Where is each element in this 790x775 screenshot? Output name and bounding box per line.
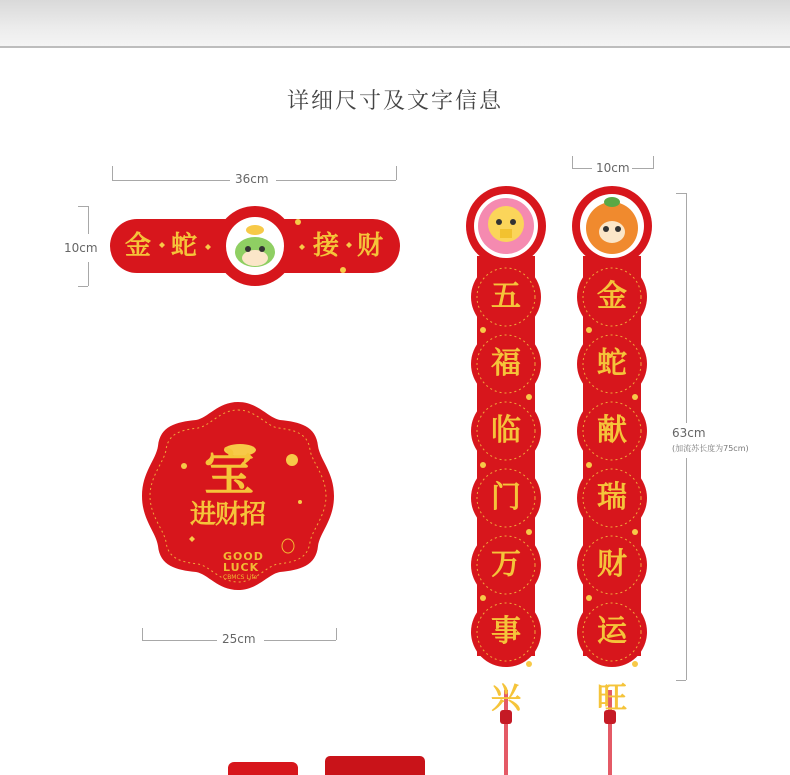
bottom-red-item-right bbox=[325, 756, 425, 775]
right-couplet-char-7: 旺 bbox=[597, 681, 627, 716]
horizontal-width-tick-left bbox=[112, 166, 113, 180]
square-width-tick-left bbox=[142, 628, 143, 640]
left-couplet-char-1: 五 bbox=[491, 279, 521, 314]
left-couplet-char-2: 福 bbox=[491, 346, 521, 381]
couplet-width-tick-right bbox=[653, 156, 654, 168]
horizontal-width-tick-right bbox=[396, 166, 397, 180]
couplet-height-note: (加流苏长度为75cm) bbox=[672, 444, 749, 453]
top-wall-band bbox=[0, 0, 790, 46]
couplet-width-tick-left bbox=[572, 156, 573, 168]
horizontal-height-tick-top bbox=[78, 206, 88, 207]
left-couplet-char-4: 门 bbox=[491, 480, 521, 515]
right-couplet-char-6: 运 bbox=[597, 614, 627, 649]
right-couplet-char-3: 献 bbox=[597, 413, 627, 448]
horizontal-char-2: 蛇 bbox=[171, 231, 198, 261]
square-width-line-left bbox=[142, 640, 217, 641]
couplet-height-tick-bottom bbox=[676, 680, 686, 681]
couplet-height-tick-top bbox=[676, 193, 686, 194]
horizontal-width-line-right bbox=[276, 180, 396, 181]
right-couplet-char-1: 金 bbox=[597, 279, 627, 314]
horizontal-height-tick-bottom bbox=[78, 286, 88, 287]
right-couplet-char-5: 财 bbox=[597, 547, 627, 582]
couplet-width-label: 10cm bbox=[596, 161, 630, 175]
horizontal-width-label: 36cm bbox=[235, 172, 269, 186]
square-brand: CBMCS Life bbox=[223, 574, 258, 581]
square-sub-chars: 进财招 bbox=[190, 500, 266, 530]
horizontal-height-label: 10cm bbox=[64, 241, 98, 255]
horizontal-char-1: 金 bbox=[125, 231, 152, 261]
square-width-label: 25cm bbox=[222, 632, 256, 646]
horizontal-char-3: 接 bbox=[313, 231, 340, 261]
couplet-width-line-right bbox=[632, 168, 654, 169]
horizontal-char-4: 财 bbox=[357, 231, 384, 261]
square-good-luck-line2: LUCK bbox=[223, 561, 260, 574]
horizontal-height-line-bottom bbox=[88, 262, 89, 286]
square-good-luck-line1: GOOD bbox=[223, 550, 264, 563]
square-width-tick-right bbox=[336, 628, 337, 640]
right-couplet-char-4: 瑞 bbox=[597, 480, 627, 515]
couplet-height-label: 63cm bbox=[672, 426, 706, 440]
square-width-line-right bbox=[264, 640, 336, 641]
horizontal-width-line-left bbox=[112, 180, 230, 181]
couplet-height-line-top bbox=[686, 193, 687, 423]
horizontal-height-line-top bbox=[88, 206, 89, 234]
square-big-char: 宝 bbox=[204, 443, 254, 502]
bottom-red-item-left bbox=[228, 762, 298, 775]
left-couplet-char-3: 临 bbox=[491, 413, 521, 448]
left-couplet-char-6: 事 bbox=[491, 614, 521, 649]
left-couplet-char-7: 兴 bbox=[491, 681, 521, 716]
left-couplet-char-5: 万 bbox=[491, 547, 521, 582]
page-title: 详细尺寸及文字信息 bbox=[286, 89, 503, 114]
right-couplet-char-2: 蛇 bbox=[597, 346, 627, 381]
top-band-divider bbox=[0, 46, 790, 48]
couplet-width-line-left bbox=[572, 168, 592, 169]
couplet-height-line-bottom bbox=[686, 458, 687, 680]
